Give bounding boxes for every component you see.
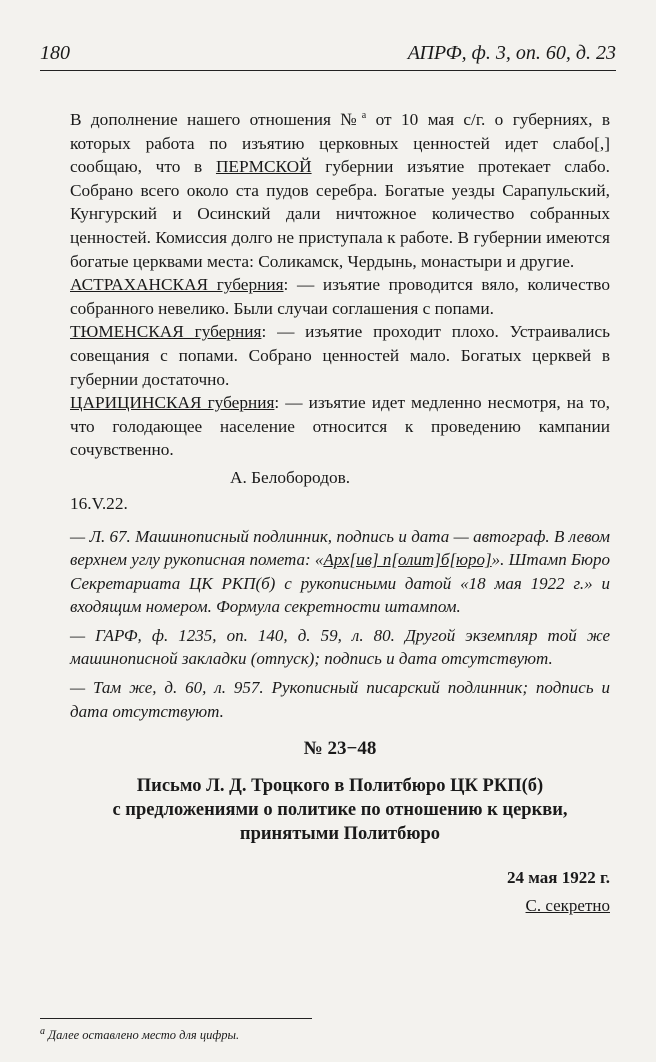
title-line: с предложениями о политике по отношению к церкви, <box>112 800 568 821</box>
underlined-region: АСТРАХАНСКАЯ губерния <box>70 275 284 295</box>
text: : — изъятие идет медленно несмотря, на то, что голодающее население относится к проведению кампании сочувственно. <box>70 393 610 460</box>
main-text <box>70 108 610 918</box>
underlined-region: ПЕРМСКОЙ <box>215 157 312 177</box>
running-header <box>40 42 616 72</box>
paragraph-astrakhan <box>70 273 610 320</box>
paragraph-tsaritsyn <box>70 391 610 462</box>
footnote-text: Далее оставлено место для цифры. <box>45 1028 240 1042</box>
archival-notes <box>70 525 610 723</box>
text: ». Штамп Бюро Секретариата ЦК РКП(б) с рукописными датой «18 мая 1922 г.» и входящим номером. Формула секретности штампом. <box>70 550 611 616</box>
document-title <box>70 774 610 846</box>
signature: А. Белобородов. <box>230 467 351 487</box>
text: В дополнение нашего отношения № <box>70 110 362 129</box>
secrecy-text: С. секретно <box>525 895 610 915</box>
paragraph-perm <box>70 108 610 273</box>
title-line: Письмо Л. Д. Троцкого в Политбюро ЦК РКП(б) <box>136 776 544 797</box>
underlined-region: ТЮМЕНСКАЯ губерния <box>70 322 262 342</box>
document-number: № 23−48 <box>303 737 377 759</box>
footnote-mark: а <box>40 1025 45 1037</box>
document-date: 24 мая 1922 г. <box>507 868 610 888</box>
page-number: 180 <box>40 42 70 64</box>
archive-reference: АПРФ, ф. 3, оп. 60, д. 23 <box>407 42 616 64</box>
footnote <box>40 1025 240 1043</box>
header-rule <box>40 70 616 71</box>
underlined-region: Арх[ив] п[олит]б[юро] <box>323 550 492 570</box>
text: от 10 мая с/г. о губерниях, в которых работа по изъятию церковных ценностей идет слабо[,] сообщаю, что в <box>70 110 610 177</box>
title-line: принятыми Политбюро <box>239 824 441 845</box>
text: — Л. 67. Машинописный подлинник, подпись и дата — автограф. В левом верхнем углу рукописная помета: « <box>70 527 610 570</box>
secrecy-mark <box>70 894 610 918</box>
note-1 <box>70 525 610 618</box>
underlined-region: ЦАРИЦИНСКАЯ губерния <box>70 393 275 413</box>
note-2: — ГАРФ, ф. 1235, оп. 140, д. 59, л. 80. Другой экземпляр той же машинописной закладки (отпуск); подпись и дата отсутствуют. <box>70 625 610 669</box>
letter-date: 16.V.22. <box>70 493 128 513</box>
text: губернии изъятие протекает слабо. Собрано всего около ста пудов серебра. Богатые уезды Сарапульский, Кунгурский и Осинский дали ничтожное количество собранных ценностей. Комиссия долго не приступала к работе. В губернии имеются богатые церквами места: Соликамск, Чердынь, монастыри и другие. <box>70 157 610 271</box>
footnote-mark: а <box>361 110 367 122</box>
text: : — изъятие проходит плохо. Устраивались совещания с попами. Собрано ценностей мало. Богатых церквей в губернии достаточно. <box>70 322 610 389</box>
text: : — изъятие проводится вяло, количество собранного невелико. Были случаи соглашения с попами. <box>70 275 610 318</box>
footnote-rule <box>40 1018 312 1019</box>
note-3: — Там же, д. 60, л. 957. Рукописный писарский подлинник; подпись и дата отсутствуют. <box>70 678 610 721</box>
paragraph-tyumen <box>70 320 610 391</box>
